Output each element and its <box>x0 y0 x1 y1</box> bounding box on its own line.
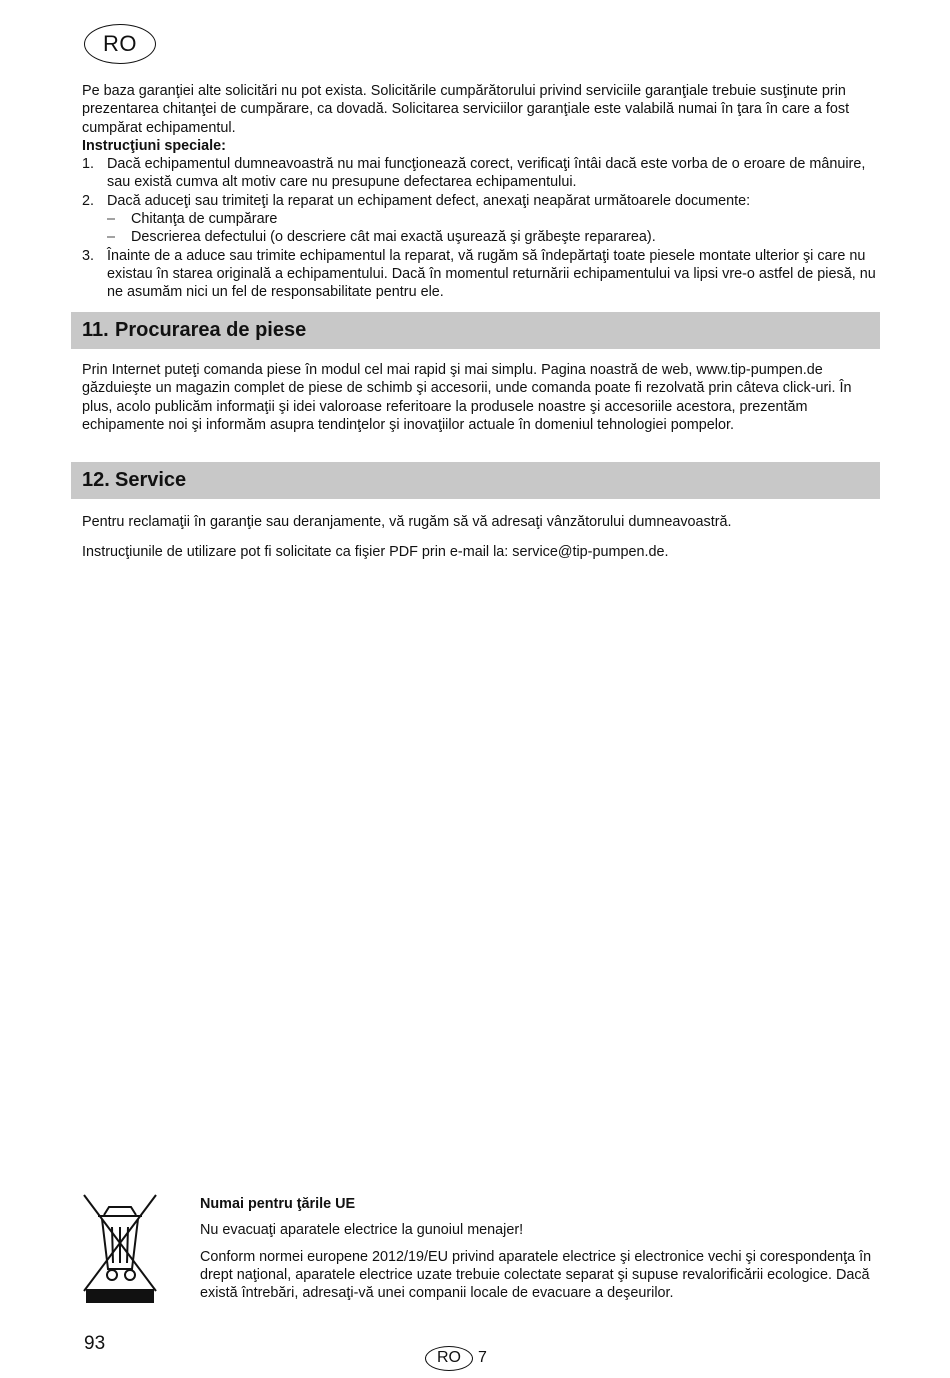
section-title: Procurarea de piese <box>115 319 307 342</box>
language-badge: RO <box>84 24 156 64</box>
document-defect-description: Descrierea defectului (o descriere cât mai exactă uşurează şi grăbeşte repararea). <box>131 229 656 246</box>
list-item <box>82 155 877 192</box>
section-heading-parts <box>71 312 880 349</box>
section-number: 11. <box>82 319 109 342</box>
list-item-number: 3. <box>82 247 95 264</box>
list-item <box>107 210 877 228</box>
required-documents-list <box>107 210 877 247</box>
section-title: Service <box>115 469 187 492</box>
list-item <box>82 247 877 302</box>
list-item-text: Dacă aduceţi sau trimiteţi la reparat un echipament defect, anexaţi neapărat următoarele documente: <box>107 192 751 209</box>
footer-page-number: 7 <box>478 1349 487 1366</box>
section-number: 12. <box>82 469 110 492</box>
page-number: 93 <box>84 1333 106 1354</box>
special-instructions-title: Instrucţiuni speciale: <box>82 137 226 154</box>
eu-notice-directive: Conform normei europene 2012/19/EU privind aparatele electrice şi electronice vechi şi corespondenţa în drept naţional, aparatele electrice uzate trebuie colectate separat şi supuse revalorificării ecologice. Dacă există întrebări, adresaţi-vă unei companii locale de evacuare a deşeurilor. <box>200 1248 872 1302</box>
document-receipt: Chitanţa de cumpărare <box>131 211 278 228</box>
list-item <box>82 192 877 247</box>
footer-language-badge: RO <box>425 1346 473 1371</box>
eu-notice-title: Numai pentru ţările UE <box>200 1196 356 1212</box>
dash-bullet: – <box>107 211 116 228</box>
list-item-text: Înainte de a aduce sau trimite echipamentul la reparat, vă rugăm să îndepărtaţi toate piesele montate ulterior şi care nu existau în starea originală a echipamentului. Dacă în momentul returnării echipamentului va lipsi vre-o astfel de piesă, nu ne asumăm nici un fel de responsabilitate pentru ele. <box>107 247 876 301</box>
service-paragraph-pdf: Instrucţiunile de utilizare pot fi solicitate ca fişier PDF prin e-mail la: service@tip-pumpen.de. <box>82 544 669 561</box>
warranty-section <box>82 82 877 302</box>
list-item-number: 2. <box>82 192 95 209</box>
dash-bullet: – <box>107 229 116 246</box>
parts-paragraph: Prin Internet puteţi comanda piese în modul cel mai rapid şi mai simplu. Pagina noastră de web, www.tip-pumpen.de găzduieşte un magazin complet de piese de schimb şi accesorii, unde comanda poate fi rezolvată prin câteva click-uri. În plus, acolo publicăm informaţii şi idei valoroase referitoare la produsele noastre şi accesoriile acestora, prezentăm echipamente noi şi informăm asupra tendinţelor şi inovaţiilor actuale în domeniul tehnologiei pompelor. <box>82 362 852 433</box>
list-item-number: 1. <box>82 156 95 173</box>
section-heading-service <box>71 462 880 499</box>
eu-notice-line: Nu evacuaţi aparatele electrice la gunoiul menajer! <box>200 1222 524 1239</box>
list-item <box>107 228 877 246</box>
warranty-intro: Pe baza garanţiei alte solicitări nu pot exista. Solicitările cumpărătorului privind serviciile garanţiale trebuie susţinute prin prezentarea chitanţei de cumpărare, ca dovadă. Solicitarea serviciilor garanţiale este valabilă numai în ţara în care a fost cumpărat echipamentul. <box>82 83 850 136</box>
parts-section-body <box>82 361 877 434</box>
service-paragraph-complaints: Pentru reclamaţii în garanţie sau deranjamente, vă rugăm să vă adresaţi vânzătorului dumneavoastră. <box>82 514 732 530</box>
eu-disposal-notice <box>200 1195 880 1310</box>
list-item-text: Dacă echipamentul dumneavoastră nu mai funcţionează corect, verificaţi întâi dacă este vorba de o eroare de mânuire, sau există cumva alt motiv care nu presupune defectarea echipamentului. <box>107 156 866 191</box>
special-instructions-list <box>82 155 877 301</box>
crossed-out-wheelie-bin-icon <box>82 1193 158 1305</box>
service-section-body <box>82 513 877 562</box>
